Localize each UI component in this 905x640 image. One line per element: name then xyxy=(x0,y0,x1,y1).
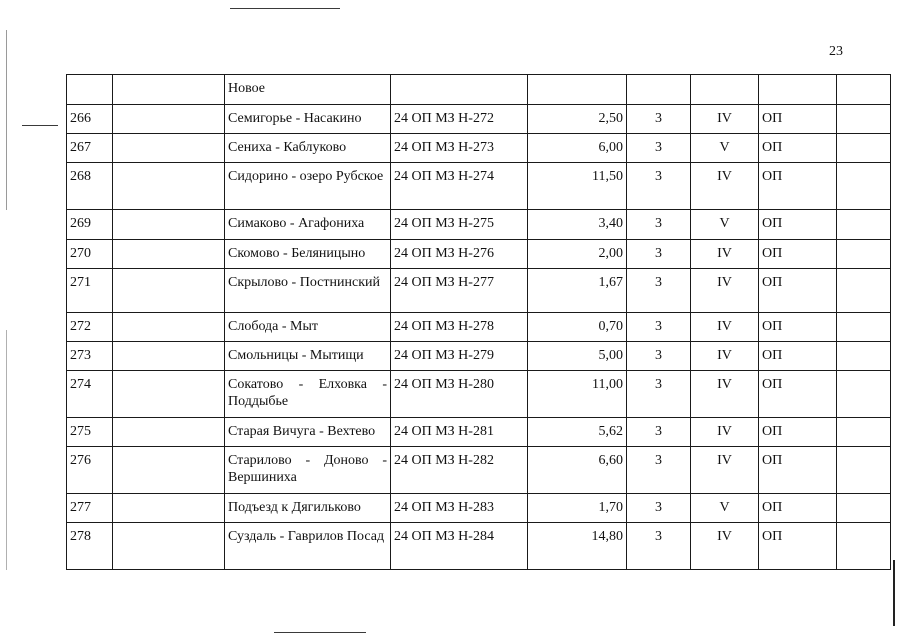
road-type: ОП xyxy=(759,105,837,134)
cell-empty xyxy=(837,418,891,447)
road-length: 5,62 xyxy=(528,418,627,447)
road-length: 6,00 xyxy=(528,134,627,163)
table-row xyxy=(67,163,891,210)
road-code: 24 ОП МЗ Н-282 xyxy=(391,447,528,494)
road-type: ОП xyxy=(759,447,837,494)
table-row xyxy=(67,342,891,371)
road-length: 0,70 xyxy=(528,313,627,342)
cell-empty xyxy=(113,163,225,210)
table-row xyxy=(67,494,891,523)
road-name: Подъезд к Дягильково xyxy=(225,494,391,523)
road-code: 24 ОП МЗ Н-274 xyxy=(391,163,528,210)
table-row xyxy=(67,523,891,570)
road-type: ОП xyxy=(759,418,837,447)
road-length: 11,00 xyxy=(528,371,627,418)
cell-empty xyxy=(113,269,225,313)
cell-empty xyxy=(528,75,627,105)
road-code: 24 ОП МЗ Н-273 xyxy=(391,134,528,163)
road-length: 5,00 xyxy=(528,342,627,371)
road-lanes: 3 xyxy=(627,418,691,447)
section-header-row xyxy=(67,75,891,105)
scan-artifact-left-mark xyxy=(22,125,58,126)
row-number: 275 xyxy=(67,418,113,447)
road-length: 1,70 xyxy=(528,494,627,523)
row-number: 267 xyxy=(67,134,113,163)
road-category: IV xyxy=(691,313,759,342)
road-category: V xyxy=(691,210,759,240)
table-row xyxy=(67,371,891,418)
cell-empty xyxy=(113,240,225,269)
road-category: IV xyxy=(691,240,759,269)
cell-empty xyxy=(837,134,891,163)
cell-empty xyxy=(837,371,891,418)
cell-empty xyxy=(837,163,891,210)
road-category: IV xyxy=(691,269,759,313)
road-name: Сениха - Каблуково xyxy=(225,134,391,163)
road-type: ОП xyxy=(759,342,837,371)
cell-empty xyxy=(113,418,225,447)
road-name: Симаково - Агафониха xyxy=(225,210,391,240)
cell-empty xyxy=(113,210,225,240)
road-category: IV xyxy=(691,418,759,447)
row-number: 271 xyxy=(67,269,113,313)
cell-empty xyxy=(837,269,891,313)
cell-empty xyxy=(837,494,891,523)
road-type: ОП xyxy=(759,313,837,342)
cell-empty xyxy=(113,313,225,342)
page-number: 23 xyxy=(829,44,843,59)
road-lanes: 3 xyxy=(627,240,691,269)
scan-artifact-right-edge xyxy=(893,560,895,626)
cell-empty xyxy=(837,523,891,570)
road-type: ОП xyxy=(759,240,837,269)
table-row xyxy=(67,240,891,269)
cell-empty xyxy=(837,342,891,371)
row-number: 273 xyxy=(67,342,113,371)
road-lanes: 3 xyxy=(627,210,691,240)
road-length: 1,67 xyxy=(528,269,627,313)
road-name: Скрылово - Постнинский xyxy=(225,269,391,313)
road-lanes: 3 xyxy=(627,494,691,523)
road-code: 24 ОП МЗ Н-276 xyxy=(391,240,528,269)
road-type: ОП xyxy=(759,269,837,313)
table-row xyxy=(67,105,891,134)
road-category: IV xyxy=(691,105,759,134)
road-category: IV xyxy=(691,342,759,371)
scan-artifact-left-edge-lower xyxy=(6,330,7,570)
row-number: 270 xyxy=(67,240,113,269)
road-type: ОП xyxy=(759,494,837,523)
road-type: ОП xyxy=(759,523,837,570)
section-label: Новое xyxy=(225,75,391,105)
row-number: 268 xyxy=(67,163,113,210)
cell-empty xyxy=(837,75,891,105)
road-type: ОП xyxy=(759,371,837,418)
road-code: 24 ОП МЗ Н-278 xyxy=(391,313,528,342)
road-length: 11,50 xyxy=(528,163,627,210)
table-row xyxy=(67,134,891,163)
road-lanes: 3 xyxy=(627,134,691,163)
road-length: 14,80 xyxy=(528,523,627,570)
cell-empty xyxy=(627,75,691,105)
road-type: ОП xyxy=(759,134,837,163)
road-name: Скомово - Беляницыно xyxy=(225,240,391,269)
cell-empty xyxy=(113,342,225,371)
scan-artifact-left-edge xyxy=(6,30,7,210)
road-name: Сидорино - озеро Рубское xyxy=(225,163,391,210)
cell-empty xyxy=(837,240,891,269)
road-code: 24 ОП МЗ Н-279 xyxy=(391,342,528,371)
cell-empty xyxy=(837,210,891,240)
cell-empty xyxy=(759,75,837,105)
road-lanes: 3 xyxy=(627,163,691,210)
table-row xyxy=(67,447,891,494)
road-name: Старая Вичуга - Вехтево xyxy=(225,418,391,447)
road-length: 6,60 xyxy=(528,447,627,494)
road-category: IV xyxy=(691,163,759,210)
road-category: IV xyxy=(691,523,759,570)
cell-empty xyxy=(113,105,225,134)
road-category: V xyxy=(691,134,759,163)
road-length: 2,50 xyxy=(528,105,627,134)
scan-artifact-bottom xyxy=(274,632,366,633)
cell-empty xyxy=(113,134,225,163)
road-lanes: 3 xyxy=(627,342,691,371)
road-name: Суздаль - Гаврилов Посад xyxy=(225,523,391,570)
road-type: ОП xyxy=(759,163,837,210)
road-lanes: 3 xyxy=(627,523,691,570)
road-name: Сокатово - Елховка - Поддыбье xyxy=(225,371,391,418)
road-type: ОП xyxy=(759,210,837,240)
road-length: 2,00 xyxy=(528,240,627,269)
road-code: 24 ОП МЗ Н-272 xyxy=(391,105,528,134)
cell-empty xyxy=(113,371,225,418)
row-number: 276 xyxy=(67,447,113,494)
road-category: IV xyxy=(691,371,759,418)
road-lanes: 3 xyxy=(627,447,691,494)
cell-empty xyxy=(691,75,759,105)
scan-artifact-top xyxy=(230,8,340,9)
road-name: Смольницы - Мытищи xyxy=(225,342,391,371)
road-code: 24 ОП МЗ Н-277 xyxy=(391,269,528,313)
cell-empty xyxy=(113,523,225,570)
table-row xyxy=(67,269,891,313)
road-code: 24 ОП МЗ Н-275 xyxy=(391,210,528,240)
road-name: Семигорье - Насакино xyxy=(225,105,391,134)
road-code: 24 ОП МЗ Н-280 xyxy=(391,371,528,418)
road-code: 24 ОП МЗ Н-281 xyxy=(391,418,528,447)
road-lanes: 3 xyxy=(627,269,691,313)
table-row xyxy=(67,313,891,342)
row-number: 269 xyxy=(67,210,113,240)
road-length: 3,40 xyxy=(528,210,627,240)
road-code: 24 ОП МЗ Н-284 xyxy=(391,523,528,570)
road-code: 24 ОП МЗ Н-283 xyxy=(391,494,528,523)
row-number: 266 xyxy=(67,105,113,134)
cell-empty xyxy=(391,75,528,105)
cell-empty xyxy=(113,494,225,523)
table-row xyxy=(67,418,891,447)
road-name: Слобода - Мыт xyxy=(225,313,391,342)
cell-empty xyxy=(837,447,891,494)
road-lanes: 3 xyxy=(627,371,691,418)
road-name: Старилово - Доново - Вершиниха xyxy=(225,447,391,494)
cell-empty xyxy=(67,75,113,105)
road-lanes: 3 xyxy=(627,313,691,342)
row-number: 274 xyxy=(67,371,113,418)
cell-empty xyxy=(113,75,225,105)
road-category: IV xyxy=(691,447,759,494)
row-number: 277 xyxy=(67,494,113,523)
cell-empty xyxy=(837,313,891,342)
cell-empty xyxy=(113,447,225,494)
road-category: V xyxy=(691,494,759,523)
roads-table xyxy=(66,74,891,570)
cell-empty xyxy=(837,105,891,134)
table-row xyxy=(67,210,891,240)
row-number: 278 xyxy=(67,523,113,570)
row-number: 272 xyxy=(67,313,113,342)
road-lanes: 3 xyxy=(627,105,691,134)
